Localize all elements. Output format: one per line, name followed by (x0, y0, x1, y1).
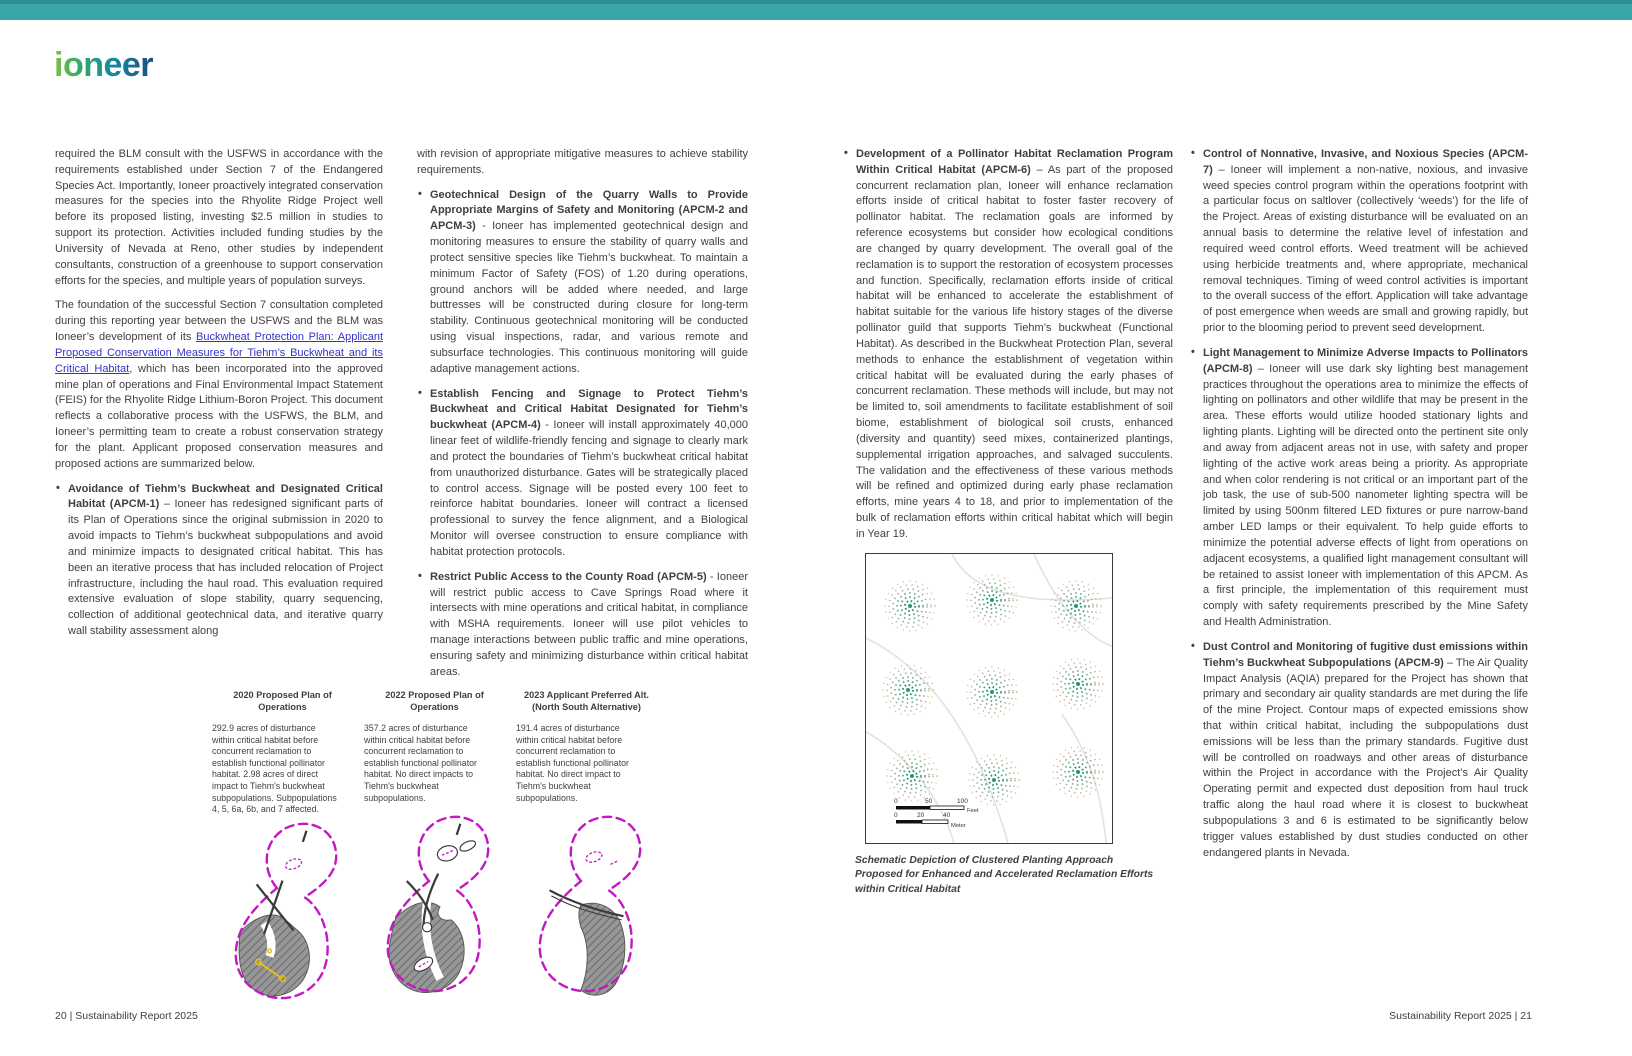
svg-text:Meter: Meter (951, 822, 966, 829)
svg-text:0: 0 (894, 797, 898, 805)
svg-text:50: 50 (925, 797, 933, 805)
map-2020 (212, 690, 353, 1010)
bullet-title: Light Management to Minimize Adverse Impacts to Pollinators (APCM-8) (1203, 346, 1528, 375)
bullet-apcm-6 (843, 147, 1173, 543)
bullet-title: Dust Control and Monitoring of fugitive dust emissions within Tiehm’s Buckwheat Subpopulations (APCM-9) (1203, 640, 1528, 669)
column-4 (1190, 147, 1528, 870)
bullet-body: - Ioneer will install approximately 40,000 linear feet of wildlife-friendly fencing and signage to clearly mark and protect the boundaries of Tiehm’s buckwheat critical habitat from unauthorized disturbance. Gates will be strategically placed to control access. Signage will be posted every 100 feet to reinforce habitat boundaries. Ioneer will contract a licensed professional to survey the fence alignment, and a Biological Monitor will oversee construction to ensure compliance with habitat protection protocols. (430, 419, 748, 558)
paragraph-section7-consultation: required the BLM consult with the USFWS in accordance with the requirements established under Section 7 of the Endangered Species Act. Importantly, Ioneer proactively integrated conservation measures for the species into the Rhyolite Ridge Project well before its proposed listing, investing $2.5 million in studies to support its protection. Activities included funding studies by the University of Nevada at Reno, other studies by independent consultants, construction of a greenhouse to support conservation efforts for the species, and multiple years of population surveys. (55, 148, 383, 287)
bullet-apcm-9 (1190, 640, 1528, 862)
bullet-apcm-2-3 (417, 188, 748, 378)
svg-text:Feet: Feet (967, 807, 979, 814)
map-caption: 191.4 acres of disturbance within critical habitat before concurrent reclamation to establish functional pollinator habitat. No direct impact to Tiehm's buckwheat subpopulations. (516, 723, 629, 803)
clustered-planting-figure (865, 553, 1113, 844)
paragraph-text: The foundation of the successful Section 7 consultation completed during this reporting year between the USFWS and the BLM was Ioneer’s development of its (55, 299, 383, 344)
bullet-body: – Ioneer has redesigned significant parts of its Plan of Operations since the original submission in 2020 to avoid impacts to Tiehm’s buckwheat subpopulations and avoid and minimize impacts to designated critical habitat. This has been an iterative process that has included relocation of Project infrastructure, including the haul road. This evaluation required extensive evaluation of slope stability, quarry sequencing, collection of additional geotechnical data, and iterative quarry wall stability assessment along (68, 498, 383, 638)
map-2020-drawing (212, 816, 353, 1010)
bullet-body: – As part of the proposed concurrent reclamation plan, Ioneer will enhance reclamation efforts inside of critical habitat to foster faster recovery of pollinator habitat. The reclamation goals are informed by reference ecosystems but consider how ecological conditions are changed by quarry development. The overall goal of the reclamation is to support the restoration of ecosystem processes and function. Specifically, reclamation efforts inside of critical habitat will be enhanced to accelerate the establishment of habitat suitable for the various life history stages of the diverse pollinator guild that supports Tiehm’s buckwheat (Functional Habitat). As described in the Buckwheat Protection Plan, several methods to enhance the establishment of vegetation within critical habitat will be evaluated during the early phases of concurrent reclamation. These methods will include, but may not be limited to, soil amendments to facilitate establishment of soil biome, establishment of biological soil crusts, enhanced (diversity and quantity) seed mixes, containerized plantings, supplemental irrigation approaches, and salvaged succulents. The validation and the effectiveness of these various methods will be refined and optimized during early phase reclamation efforts, mine years 4 to 18, and prior to implementation of the bulk of reclamation efforts within critical habitat which will begin in Year 19. (856, 163, 1173, 540)
svg-text:100: 100 (957, 797, 968, 805)
bullet-title: Restrict Public Access to the County Road (APCM-5) (430, 570, 707, 583)
figure-caption: Schematic Depiction of Clustered Planting Approach Proposed for Enhanced and Accelerated Reclamation Efforts within Critical Habitat (855, 854, 1154, 895)
svg-text:20: 20 (917, 811, 925, 819)
bullet-title: Establish Fencing and Signage to Protect Tiehm’s Buckwheat and Critical Habitat Designated for Tiehm’s buckwheat (APCM-4) (430, 387, 748, 432)
bullet-apcm-8 (1190, 346, 1528, 631)
bullet-body: - Ioneer has implemented geotechnical design and monitoring measures to ensure the stability of quarry walls and protect sensitive species like Tiehm’s buckwheat. To maintain a minimum Factor of Safety (FOS) of 1.20 during operations, ground anchors will be added where needed, and large buttresses will be constructed during closure for long-term stability. Continuous geotechnical monitoring will be conducted using visual inspections, radar, and various remote and subsurface technologies. This continuous monitoring will guide adaptive management actions. (430, 220, 748, 375)
bullet-body: – The Air Quality Impact Analysis (AQIA) prepared for the Project has shown that primary and secondary air quality standards are met during the life of the mine Project. Contour maps of expected emissions show that within critical habitat, including the subpopulations dust emissions will be less than the primary standards. Fugitive dust will be controlled on roadways and other areas of disturbance within the Project in accordance with the Project’s Air Quality Operating permit and expected dust deposition from haul truck traffic along the haul road where it is closest to buckwheat subpopulations 3 and 6 is estimated to be significantly below trigger values established by dust studies conducted on other endangered plants in Nevada. (1203, 656, 1529, 859)
column-3 (843, 147, 1173, 897)
bullet-body: - Ioneer will restrict public access to Cave Springs Road where it intersects with mine operations and critical habitat, in compliance with MSHA requirements. Ioneer will use pilot vehicles to manage interactions between public traffic and mine operations, ensuring safety and minimizing disturbance within critical habitat areas. (430, 570, 749, 678)
footer-page-20: 20 | Sustainability Report 2025 (55, 1010, 198, 1022)
bullet-title: Geotechnical Design of the Quarry Walls to Provide Appropriate Margins of Safety and Monitoring (APCM-2 and APCM-3) (430, 188, 748, 233)
buckwheat-protection-plan-link[interactable]: Buckwheat Protection Plan: Applicant Proposed Conservation Measures for Tiehm’s Buckwheat and its Critical Habitat (55, 331, 383, 375)
svg-text:40: 40 (943, 811, 951, 819)
bullet-body: – Ioneer will implement a non-native, noxious, and invasive weed species control program within the operations footprint with a particular focus on saltlover (collectively ‘weeds’) for the life of the Project. Areas of existing disturbance will be evaluated on an annual basis to determine the relative level of infestation and required weed control efforts. Weed treatment will be achieved using herbicide treatments and, where appropriate, mechanical removal techniques. Timing of weed control activities is important to the overall success of the effort. Application will take advantage of post emergence when weeds are small and growing rapidly, but prior to the blooming period to prevent seed development. (1203, 163, 1528, 335)
paragraph-buckwheat-protection-plan (55, 298, 383, 472)
map-caption: 357.2 acres of disturbance within critical habitat before concurrent reclamation to establish functional pollinator habitat. No direct impacts to Tiehm's buckwheat subpopulations. (364, 723, 477, 803)
paragraph-apcm1-continuation: with revision of appropriate mitigative measures to achieve stability requirements. (417, 148, 748, 176)
plan-comparison-maps (212, 690, 668, 1010)
clustered-planting-schematic (866, 554, 1112, 843)
map-2022-drawing (364, 809, 505, 1003)
map-2023-drawing (516, 809, 657, 1003)
map-caption: 292.9 acres of disturbance within critical habitat before concurrent reclamation to establish functional pollinator habitat. 2.98 acres of direct impact to Tiehm's buckwheat subpopulations. Subpopulations 4, 5, 6a, 6b, and 7 affected. (212, 723, 337, 815)
bullet-title: Control of Nonnative, Invasive, and Noxious Species (APCM-7) (1203, 148, 1528, 176)
bullet-body: – Ioneer will use dark sky lighting best management practices throughout the operations area to minimize the effects of lighting on pollinators and other wildlife that may be present in the area. These efforts would utilize hooded stationary lights and lighting plants. Lighting will be directed onto the pertinent site only and away from adjacent areas not in use, with safety and proper lighting of the active work areas being a priority. As appropriate and when color rendering is not critical or an important part of the job task, the use of sub-500 nanometer lighting spectra will be limited by using 500nm filtered LED fixtures or pure narrow-band amber LED lamps or their equivalent. To help guide efforts to minimize the potential adverse effects of light from operations on adjacent ecosystems, a qualified light management consultant will be retained to assist Ioneer with implementation of this APCM. As a first principle, the implementation of this requirement must comply with safety requirements prescribed by the Mine Safety and Health Administration. (1203, 362, 1528, 629)
map-title: 2023 Applicant Preferred Alt. (North South Alternative) (524, 690, 649, 712)
bullet-apcm-7 (1190, 147, 1528, 337)
paragraph-text: , which has been incorporated into the approved mine plan of operations and Final Environmental Impact Statement (FEIS) for the Rhyolite Ridge Lithium-Boron Project. This document reflects a collaborative process with the USFWS, the BLM, and Ioneer’s permitting team to create a robust conservation strategy for the plant. Applicant proposed conservation measures and proposed actions are summarized below. (55, 362, 383, 470)
bullet-apcm-4 (417, 387, 748, 561)
bullet-title: Development of a Pollinator Habitat Reclamation Program Within Critical Habitat (APCM-6) (856, 148, 1173, 176)
footer-page-21: Sustainability Report 2025 | 21 (1389, 1010, 1532, 1022)
map-title: 2022 Proposed Plan of Operations (385, 690, 484, 712)
bullet-title: Avoidance of Tiehm’s Buckwheat and Designated Critical Habitat (APCM-1) (68, 482, 383, 511)
map-2022 (364, 690, 505, 1010)
ioneer-logo: ioneer (54, 46, 154, 84)
map-2023 (516, 690, 657, 1010)
bullet-apcm-1 (55, 482, 383, 640)
svg-text:0: 0 (894, 811, 898, 819)
column-1 (55, 147, 383, 649)
bullet-apcm-5 (417, 570, 748, 681)
top-accent-bar (0, 0, 1632, 20)
column-2 (417, 147, 748, 690)
map-title: 2020 Proposed Plan of Operations (233, 690, 332, 712)
